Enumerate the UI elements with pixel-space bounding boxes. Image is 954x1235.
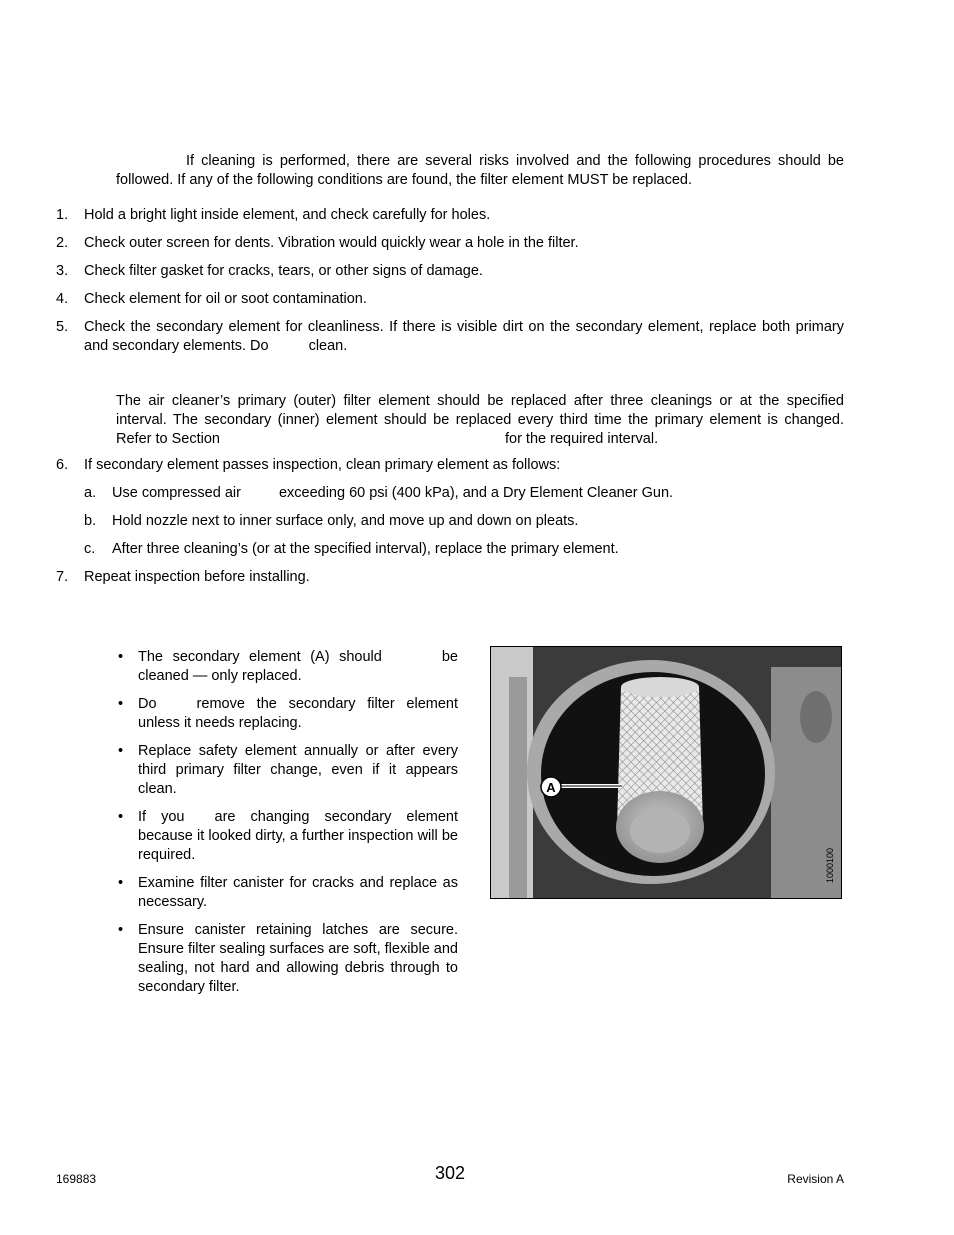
bullet-mark: • — [118, 875, 124, 891]
step-text: Check the secondary element for cleanliness. If there is visible dirt on the secondary element, replace both primary and secondary elements. Do — [84, 319, 844, 354]
bullet-text: Examine filter canister for cracks and replace as necessary. — [138, 875, 458, 910]
figure-id: 1000100 — [825, 847, 835, 883]
bullet-item — [116, 695, 458, 733]
substep-text: After three cleaning’s (or at the specified interval), replace the primary element. — [112, 541, 619, 557]
substep-a — [84, 484, 844, 503]
bullet-mark: • — [118, 696, 124, 712]
substep-b — [84, 512, 844, 531]
filter-top — [621, 677, 699, 697]
step-text: Repeat inspection before installing. — [84, 569, 310, 585]
bullet-text: If you — [138, 809, 185, 825]
substep-letter: a. — [84, 485, 97, 501]
substep-letter: b. — [84, 513, 97, 529]
substep-letter: c. — [84, 541, 96, 557]
filter-cap-center — [630, 809, 690, 853]
step-text-end: clean. — [308, 338, 348, 354]
step-3 — [56, 262, 844, 281]
bullet-mark: • — [118, 743, 124, 759]
bullet-text-end: are changing secondary element because it looked dirty, a further inspection will be required. — [138, 809, 458, 863]
step-text: Check element for oil or soot contamination. — [84, 291, 367, 307]
bullet-text-end: remove the secondary filter element unless it needs replacing. — [138, 696, 458, 731]
important-note — [116, 392, 844, 449]
step-number: 2. — [56, 235, 69, 251]
substep-c — [84, 540, 844, 559]
revision-label: Revision A — [787, 1172, 844, 1186]
step-number: 3. — [56, 263, 69, 279]
secondary-filter-photo — [490, 646, 842, 899]
substep-text-end: exceeding 60 psi (400 kPa), and a Dry Element Cleaner Gun. — [278, 485, 674, 501]
page-number: 302 — [434, 1163, 466, 1183]
bullet-text: Do — [138, 696, 157, 712]
bullet-item — [116, 874, 458, 912]
bullet-text: The secondary element (A) should — [138, 649, 382, 665]
left-post — [509, 677, 527, 898]
bullet-text: Ensure canister retaining latches are secure. Ensure filter sealing surfaces are soft, flexible and sealing, not hard and allowing debris through to secondary filter. — [138, 922, 458, 995]
hose-coupler — [800, 691, 832, 743]
step-1 — [56, 206, 844, 225]
step-5 — [56, 318, 844, 356]
step-number: 6. — [56, 457, 69, 473]
bullet-mark: • — [118, 649, 124, 665]
document-number: 169883 — [56, 1172, 97, 1186]
step-number: 5. — [56, 319, 69, 335]
bullet-text: Replace safety element annually or after every third primary filter change, even if it appears clean. — [138, 743, 458, 797]
step-6 — [56, 456, 844, 475]
bullet-item — [116, 648, 458, 686]
step-number: 1. — [56, 207, 69, 223]
bullet-mark: • — [118, 809, 124, 825]
step-text: Hold a bright light inside element, and check carefully for holes. — [84, 207, 491, 223]
step-text: Check outer screen for dents. Vibration would quickly wear a hole in the filter. — [84, 235, 579, 251]
bullet-item — [116, 921, 458, 997]
bullet-item — [116, 808, 458, 865]
step-7 — [56, 568, 844, 587]
bullet-mark: • — [118, 922, 124, 938]
bullet-text-end: be cleaned — only replaced. — [138, 649, 458, 684]
substep-text: Use compressed air — [112, 485, 241, 501]
cleaning-note — [116, 152, 844, 190]
bullet-item — [116, 742, 458, 799]
important-note-text: The air cleaner’s primary (outer) filter element should be replaced after three cleanings or at the specified interval. The secondary (inner) element should be replaced every third time the primary element is changed. Refer to Section — [116, 393, 844, 447]
step-text: Check filter gasket for cracks, tears, or other signs of damage. — [84, 263, 483, 279]
bullet-list — [116, 648, 458, 1006]
step-number: 7. — [56, 569, 69, 585]
callout-label: A — [546, 780, 556, 795]
cleaning-note-text: If cleaning is performed, there are several risks involved and the following procedures should be followed. If any of the following conditions are found, the filter element MUST be replaced. — [116, 153, 844, 188]
important-note-end: for the required interval. — [504, 431, 659, 447]
step-text: If secondary element passes inspection, clean primary element as follows: — [84, 457, 561, 473]
step-4 — [56, 290, 844, 309]
step-2 — [56, 234, 844, 253]
filter-illustration — [491, 647, 841, 898]
substep-text: Hold nozzle next to inner surface only, and move up and down on pleats. — [112, 513, 579, 529]
step-number: 4. — [56, 291, 69, 307]
